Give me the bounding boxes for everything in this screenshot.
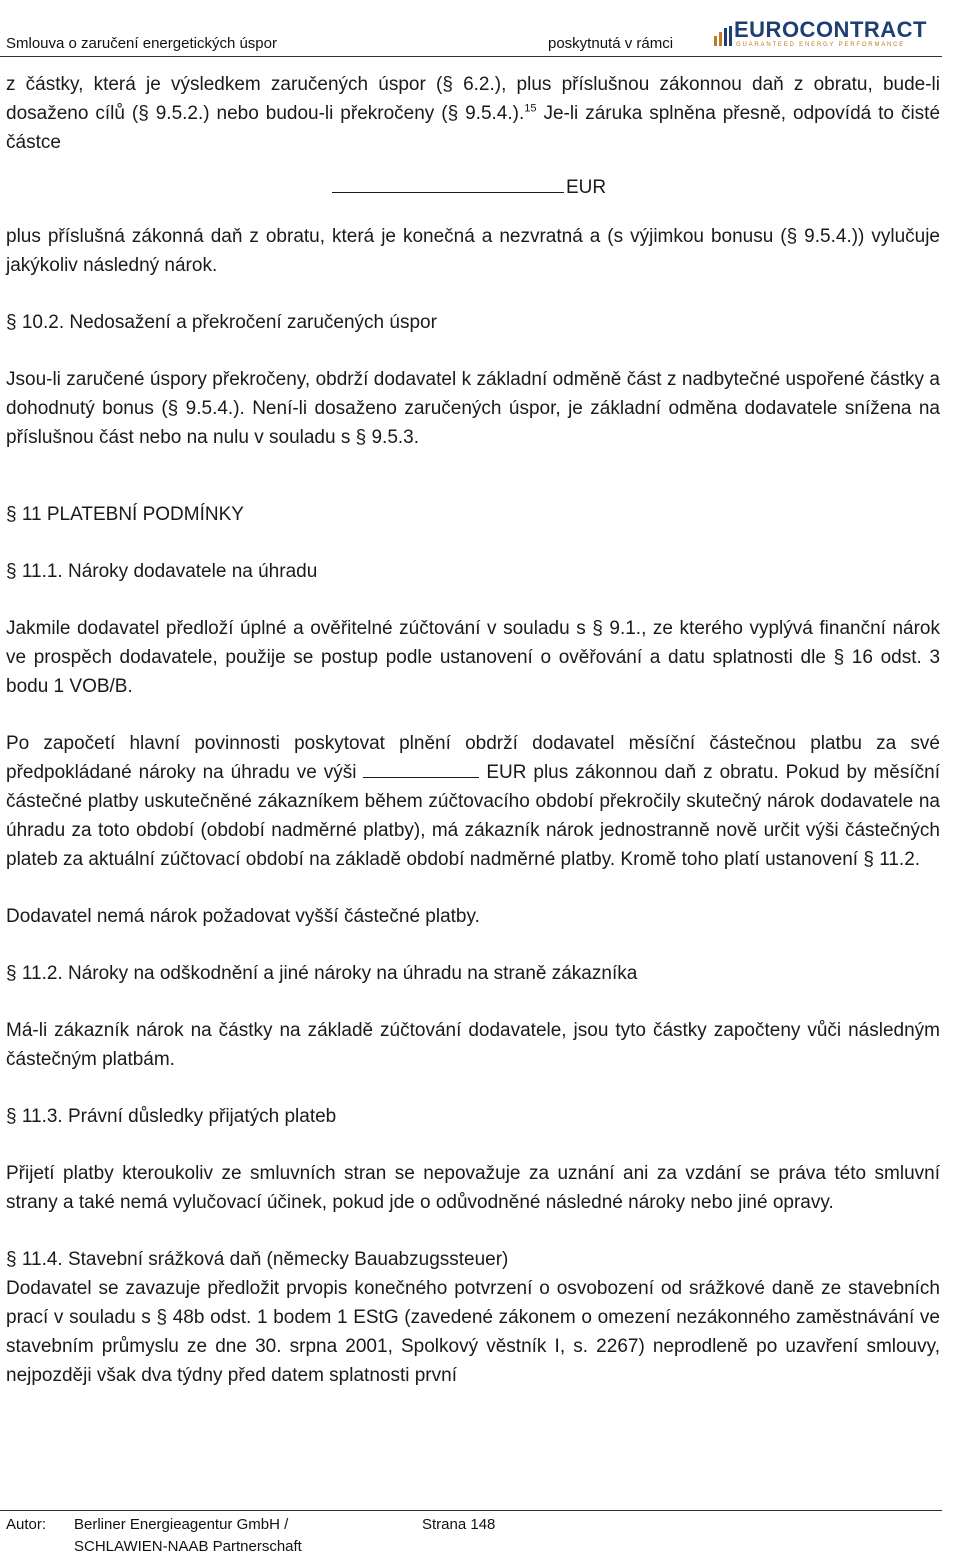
- paragraph: Jsou-li zaručené úspory překročeny, obdrží dodavatel k základní odměně část z nadbytečné uspořené částky a dohodnutý bonus (§ 9.5.4.). Není-li dosaženo zaručených úspor, je základní odměna dodavatele snížena na příslušnou část nebo na nulu v souladu s § 9.5.3.: [6, 369, 940, 448]
- eurocontract-logo: [714, 17, 940, 52]
- author-line-1: Berliner Energieagentur GmbH /: [74, 1516, 289, 1533]
- author-name: [74, 1514, 302, 1558]
- page-number: Strana 148: [422, 1516, 496, 1533]
- section-sign: §: [592, 618, 603, 639]
- section-sign: §: [863, 849, 874, 870]
- amount-blank-field: [363, 759, 479, 778]
- section-heading-11-3: § 11.3. Právní důsledky přijatých plateb: [6, 1106, 337, 1127]
- paragraph: plus příslušná zákonná daň z obratu, která je konečná a nezvratná a (s výjimkou bonusu (§ 9.5.4.)) vylučuje jakýkoliv následný nárok.: [6, 226, 940, 276]
- section-sign: §: [833, 647, 845, 668]
- section-sign: §: [6, 561, 17, 582]
- chapter-heading-11: § 11 PLATEBNÍ PODMÍNKY: [6, 504, 244, 525]
- footnote-reference: 15: [524, 102, 537, 115]
- section-sign: §: [442, 74, 453, 95]
- page-footer: [0, 1514, 960, 1554]
- page-header: [0, 0, 960, 58]
- paragraph: Jakmile dodavatel předloží úplné a ověřitelné zúčtování v souladu s § 9.1., ze kterého vyplývá finanční nárok ve prospěch dodavatele, použije se postup podle ustanovení o ověřování a datu splatnosti dle § 16 odst. 3 bodu 1 VOB/B.: [6, 618, 941, 697]
- author-label: Autor:: [6, 1516, 47, 1533]
- section-sign: §: [786, 226, 798, 247]
- section-sign: §: [6, 1249, 17, 1270]
- section-sign: §: [6, 504, 17, 525]
- amount-blank-field: [332, 174, 564, 193]
- author-line-2: SCHLAWIEN-NAAB Partnerschaft: [74, 1538, 302, 1555]
- paragraph: Přijetí platby kteroukoliv ze smluvních stran se nepovažuje za uznání ani za vzdání se práva této smluvní strany a také nemá vylučovací účinek, pokud jde o odůvodněné následné nároky nebo jiné opravy.: [6, 1163, 940, 1213]
- amount-line: [6, 173, 940, 202]
- paragraph: Dodavatel se zavazuje předložit prvopis konečného potvrzení o osvobození od srážkové daně ze stavebních prací v souladu s § 48b odst. 1 bodem 1 EStG (zavedené zákonem o omezení nezákonného zaměstnávání ve stavebním průmyslu ze dne 30. srpna 2001, Spolkový věstník I, s. 2267) neprodleně po uzavření smlouvy, nejpozději však dva týdny před datem splatnosti první: [6, 1278, 940, 1386]
- section-heading-11-4: § 11.4. Stavební srážková daň (německy Bauabzugssteuer): [6, 1249, 509, 1270]
- header-divider: [0, 56, 942, 57]
- document-title: Smlouva o zaručení energetických úspor: [6, 35, 277, 52]
- logo-bars-icon: [714, 26, 732, 46]
- logo-tagline: GUARANTEED ENERGY PERFORMANCE: [736, 42, 906, 48]
- footer-divider: [0, 1510, 942, 1511]
- paragraph: Po započetí hlavní povinnosti poskytovat plnění obdrží dodavatel měsíční částečnou platbu za své předpokládané nároky na úhradu ve výši EUR plus zákonnou daň z obratu. Pokud by měsíční částečné platby uskutečněné zákazníkem během zúčtovacího období překročily skutečný nárok dodavatele na úhradu za toto období (období nadměrné platby), má zákazník nárok jednostranně nově určit výši částečných plateb za aktuální zúčtovací období na základě období nadměrné platby. Kromě toho platí ustanovení § 11.2.: [6, 733, 940, 870]
- currency-label: EUR: [566, 177, 607, 198]
- section-heading-11-2: § 11.2. Nároky na odškodnění a jiné nároky na úhradu na straně zákazníka: [6, 963, 638, 984]
- paragraph: Má-li zákazník nárok na částky na základě zúčtování dodavatele, jsou tyto částky započteny vůči následným částečným platbám.: [6, 1020, 940, 1070]
- section-sign: §: [6, 1106, 17, 1127]
- document-body: [6, 70, 940, 1390]
- section-sign: §: [6, 312, 17, 333]
- paragraph-continuation: z částky, která je výsledkem zaručených úspor (§ 6.2.), plus příslušnou zákonnou daň z obratu, bude-li dosaženo cílů (§ 9.5.2.) nebo budou-li překročeny (§ 9.5.4.).$^{15}$ Je-li záruka splněna přesně, odpovídá to čisté částce: [6, 74, 941, 153]
- section-sign: §: [355, 427, 367, 448]
- section-sign: §: [138, 103, 149, 124]
- section-sign: §: [167, 398, 179, 419]
- header-note: poskytnutá v rámci: [548, 35, 674, 52]
- section-sign: §: [6, 963, 17, 984]
- paragraph: Dodavatel nemá nárok požadovat vyšší částečné platby.: [6, 906, 480, 927]
- section-sign: §: [447, 103, 459, 124]
- logo-text: EUROCONTRACT: [734, 17, 927, 42]
- section-heading-10-2: § 10.2. Nedosažení a překročení zaručených úspor: [6, 312, 437, 333]
- section-sign: §: [156, 1307, 168, 1328]
- section-heading-11-1: § 11.1. Nároky dodavatele na úhradu: [6, 561, 318, 582]
